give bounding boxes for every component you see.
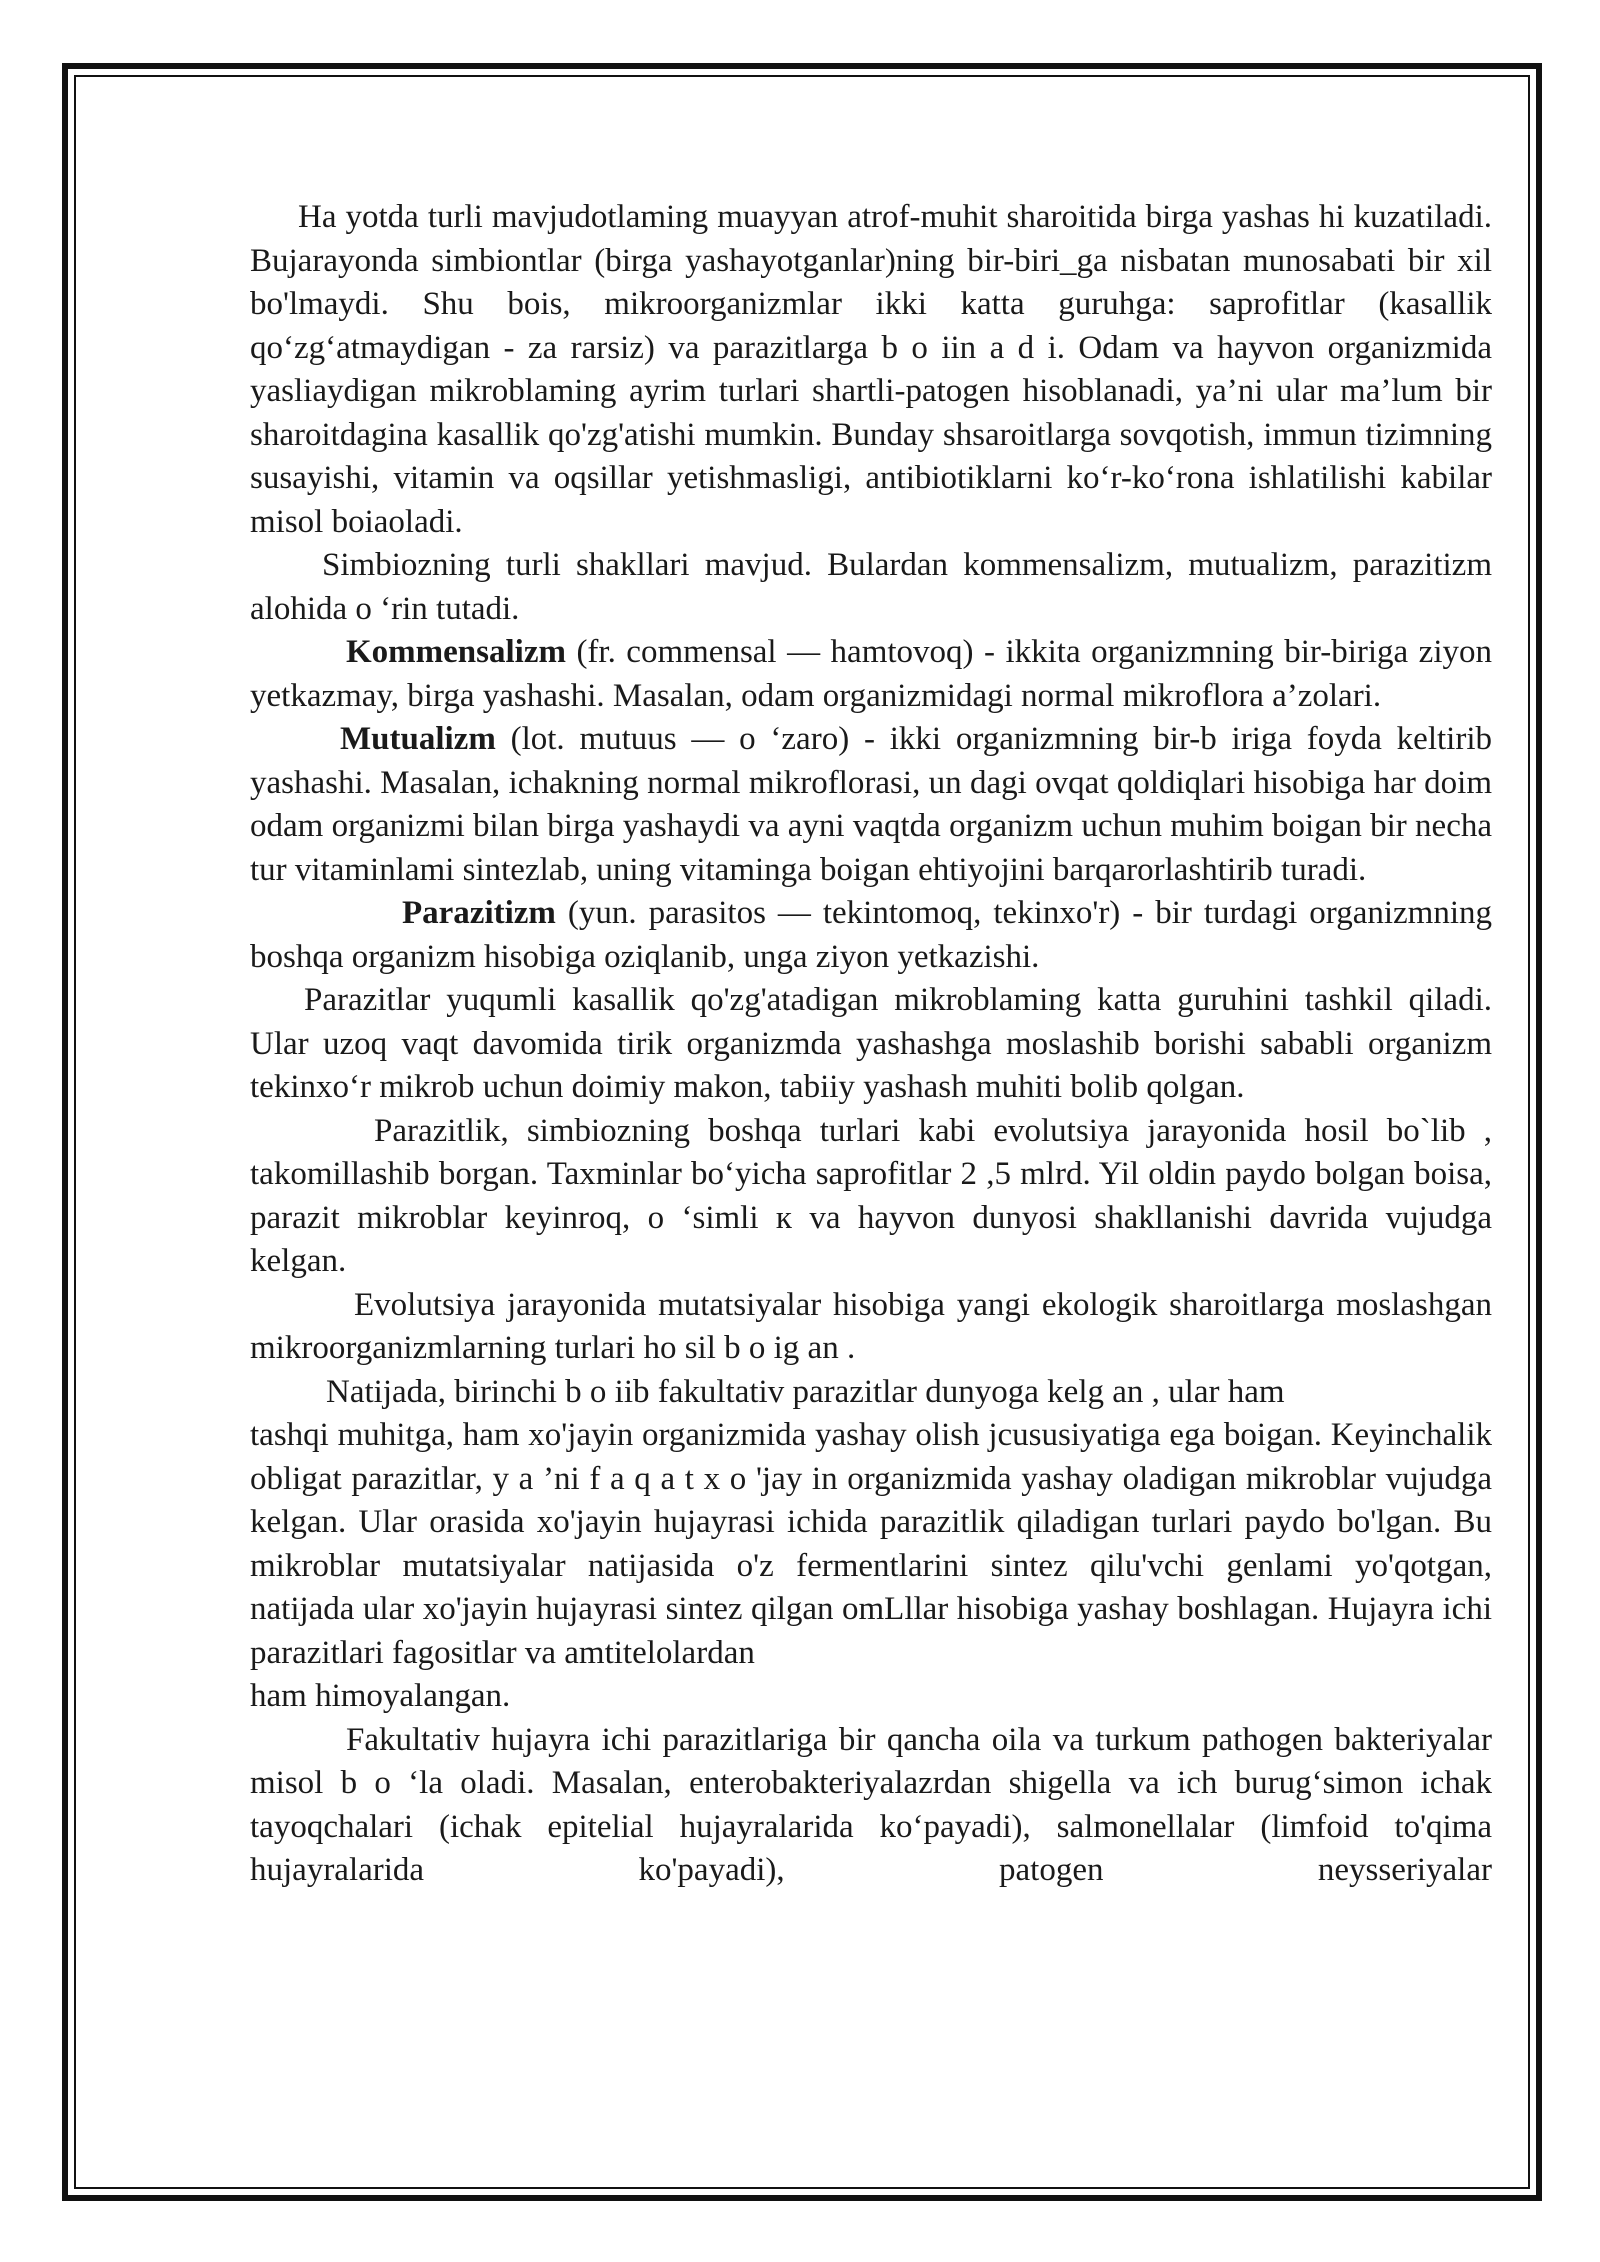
term-parasitism: Parazitizm [402, 895, 556, 931]
paragraph-mutualism [250, 718, 1492, 892]
paragraph-text: Natijada, birinchi b o iib fakultativ parazitlar dunyoga kelg an , ular ham [326, 1373, 1285, 1410]
paragraph-text: (yun. parasitos — tekintomoq, tekinxo'r) - bir turdagi organizmning boshqa organizm hisobiga oziqlanib, unga ziyon yetkazishi. [250, 895, 1492, 975]
paragraph-text: (lot. mutuus — o ‘zaro) - ikki organizmning bir-b iriga foyda keltirib yashashi. Masalan, ichakning normal mikroflorasi, un dagi ovqat qoldiqlari hisobiga har doim odam organizmi bilan birga yashaydi va ayni vaqtda organizm uchun muhim boigan bir necha tur vitaminlami sintezlab, uning vitaminga boigan ehtiyojini barqarorlashtirib turadi. [250, 721, 1492, 888]
paragraph-text: ham himoyalangan. [250, 1678, 511, 1714]
paragraph-symbiosis-forms [250, 544, 1492, 631]
paragraph-text: Fakultativ hujayra ichi parazitlariga bir qancha oila va turkum pathogen bakteriyalar misol b o ‘la oladi. Masalan, enterobakteriyalazrdan shigella va ich burug‘simon ichak tayoqchalari (ichak epitelial hujayralarida ko‘payadi), salmonellalar (limfoid to'qima hujayralarida ko'payadi), patogen neysseriyalar [250, 1721, 1492, 1888]
document-body [250, 196, 1492, 1893]
paragraph-intro [250, 196, 1492, 544]
paragraph-mutations [250, 1284, 1492, 1371]
paragraph-text: Parazitlik, simbiozning boshqa turlari kabi evolutsiya jarayonida hosil bo`lib , takomillashib borgan. Taxminlar bo‘yicha saprofitlar 2 ,5 mlrd. Yil oldin paydo bolgan boisa, parazit mikroblar keyinroq, o ‘simli к va hayvon dunyosi shakllanishi davrida vujudga kelgan. [250, 1112, 1492, 1279]
paragraph-text: Evolutsiya jarayonida mutatsiyalar hisobiga yangi ekologik sharoitlarga moslashgan mikroorganizmlarning turlari ho sil b o ig an . [250, 1286, 1492, 1366]
paragraph-parasitism-evolution [250, 1110, 1492, 1284]
paragraph-protected [250, 1675, 1492, 1719]
paragraph-text: Parazitlar yuqumli kasallik qo'zg'atadigan mikroblaming katta guruhini tashkil qiladi. Ular uzoq vaqt davomida tirik organizmda yashashga moslashib borishi sababli organizm tekinxo‘r mikrob uchun doimiy makon, tabiiy yashash muhiti bolib qolgan. [250, 982, 1492, 1105]
paragraph-result-first-line [250, 1371, 1492, 1415]
paragraph-text: Simbiozning turli shakllari mavjud. Bulardan kommensalizm, mutualizm, parazitizm alohida o ‘rin tutadi. [250, 547, 1492, 627]
term-commensalism: Kommensalizm [346, 634, 566, 670]
paragraph-facultative [250, 1719, 1492, 1893]
paragraph-parasites [250, 979, 1492, 1110]
paragraph-commensalism [250, 631, 1492, 718]
term-mutualism: Mutualizm [340, 721, 496, 757]
paragraph-parasitism [250, 892, 1492, 979]
paragraph-text: Ha yotda turli mavjudotlaming muayyan atrof-muhit sharoitida birga yashas hi kuzatiladi. Bujarayonda simbiontlar (birga yashayotganlar)ning bir-biri_ga nisbatan munosabati bir xil bo'lmaydi. Shu bois, mikroorganizmlar ikki katta guruhga: saprofitlar (kasallik qo‘zg‘atmaydigan - za rarsiz) va parazitlarga b o iin a d i. Odam va hayvon organizmida yasliaydigan mikroblaming ayrim turlari shartli-patogen hisoblanadi, ya’ni ular ma’lum bir sharoitdagina kasallik qo'zg'atishi mumkin. Bunday shsaroitlarga sovqotish, immun tizimning susayishi, vitamin va oqsillar yetishmasligi, antibiotiklarni ko‘r-ko‘rona ishlatilishi kabilar misol boiaoladi. [250, 199, 1492, 540]
paragraph-text: (fr. commensal — hamtovoq) - ikkita organizmning bir-biriga ziyon yetkazmay, birga yashashi. Masalan, odam organizmidagi normal mikroflora a’zolari. [250, 634, 1492, 714]
paragraph-result-continued [250, 1414, 1492, 1675]
paragraph-text: tashqi muhitga, ham xo'jayin organizmida yashay olish jcususiyatiga ega boigan. Keyinchalik obligat parazitlar, y a ’ni f a q a t x o 'jay in organizmida yashay oladigan mikroblar vujudga kelgan. Ular orasida xo'jayin hujayrasi ichida parazitlik qiladigan turlari paydo bo'lgan. Bu mikroblar mutatsiyalar natijasida o'z fermentlarini sintez qilu'vchi genlami yo'qotgan, natijada ular xo'jayin hujayrasi sintez qilgan omLllar hisobiga yashay boshlagan. Hujayra ichi parazitlari fagositlar va amtitelolardan [250, 1417, 1492, 1671]
